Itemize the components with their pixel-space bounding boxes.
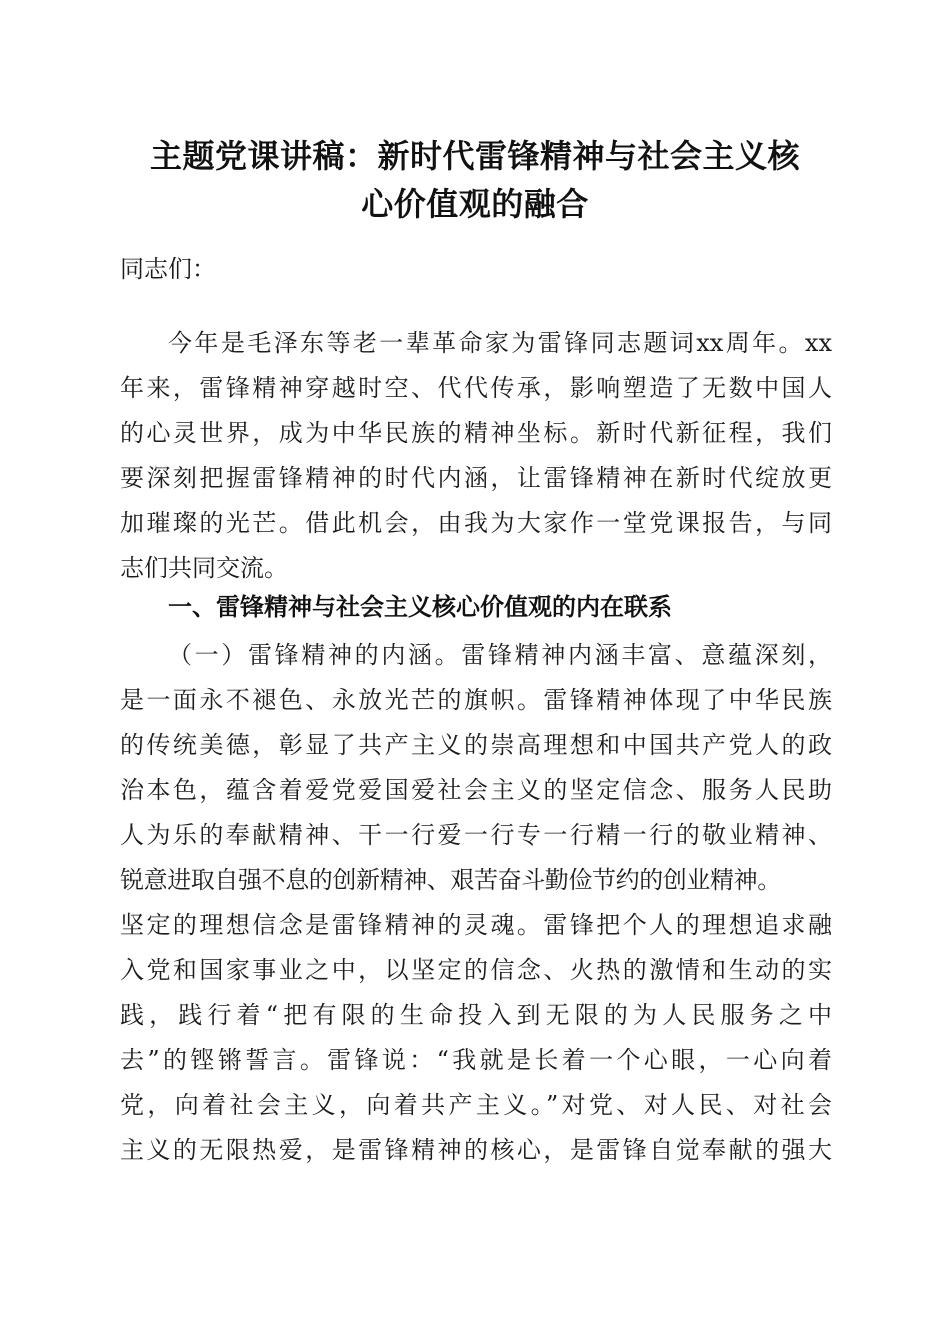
paragraph-line: 要深刻把握雷锋精神的时代内涵，让雷锋精神在新时代绽放更 <box>120 464 832 492</box>
paragraph-line: 去”的铿锵誓言。雷锋说：“我就是长着一个心眼，一心向着 <box>120 1046 832 1074</box>
paragraph-line: 入党和国家事业之中，以坚定的信念、火热的激情和生动的实 <box>120 956 832 984</box>
paragraph-line: 年来，雷锋精神穿越时空、代代传承，影响塑造了无数中国人 <box>120 374 832 402</box>
paragraph-line: 今年是毛泽东等老一辈革命家为雷锋同志题词xx周年。xx <box>168 329 832 357</box>
paragraph-section-1-1 <box>120 633 832 1173</box>
paragraph-line: （一）雷锋精神的内涵。雷锋精神内涵丰富、意蕴深刻， <box>168 641 832 669</box>
paragraph-line: 锐意进取自强不息的创新精神、艰苦奋斗勤俭节约的创业精神。 <box>120 866 781 894</box>
paragraph-line: 坚定的理想信念是雷锋精神的灵魂。雷锋把个人的理想追求融 <box>120 911 832 939</box>
paragraph-line: 治本色，蕴含着爱党爱国爱社会主义的坚定信念、服务人民助 <box>120 776 832 804</box>
paragraph-line: 的心灵世界，成为中华民族的精神坐标。新时代新征程，我们 <box>120 419 832 447</box>
document-title <box>100 132 850 228</box>
title-line-1: 主题党课讲稿：新时代雷锋精神与社会主义核 <box>149 137 800 175</box>
paragraph-line: 是一面永不褪色、永放光芒的旗帜。雷锋精神体现了中华民族 <box>120 686 832 714</box>
salutation <box>120 247 832 292</box>
title-line-2: 心价值观的融合 <box>361 185 589 223</box>
paragraph-line: 加璀璨的光芒。借此机会，由我为大家作一堂党课报告，与同 <box>120 509 832 537</box>
paragraph-line: 人为乐的奉献精神、干一行爱一行专一行精一行的敬业精神、 <box>120 821 832 849</box>
paragraph-line: 践，践行着“把有限的生命投入到无限的为人民服务之中 <box>120 1001 832 1029</box>
paragraph-line: 党，向着社会主义，向着共产主义。”对党、对人民、对社会 <box>120 1091 832 1119</box>
paragraph-intro <box>120 321 832 591</box>
paragraph-line: 的传统美德，彰显了共产主义的崇高理想和中国共产党人的政 <box>120 731 832 759</box>
section-heading-1: 一、雷锋精神与社会主义核心价值观的内在联系 <box>168 592 672 621</box>
paragraph-line: 志们共同交流。 <box>120 554 288 582</box>
salutation-text: 同志们： <box>120 255 216 283</box>
paragraph-line: 主义的无限热爱，是雷锋精神的核心，是雷锋自觉奉献的强大 <box>120 1136 832 1164</box>
